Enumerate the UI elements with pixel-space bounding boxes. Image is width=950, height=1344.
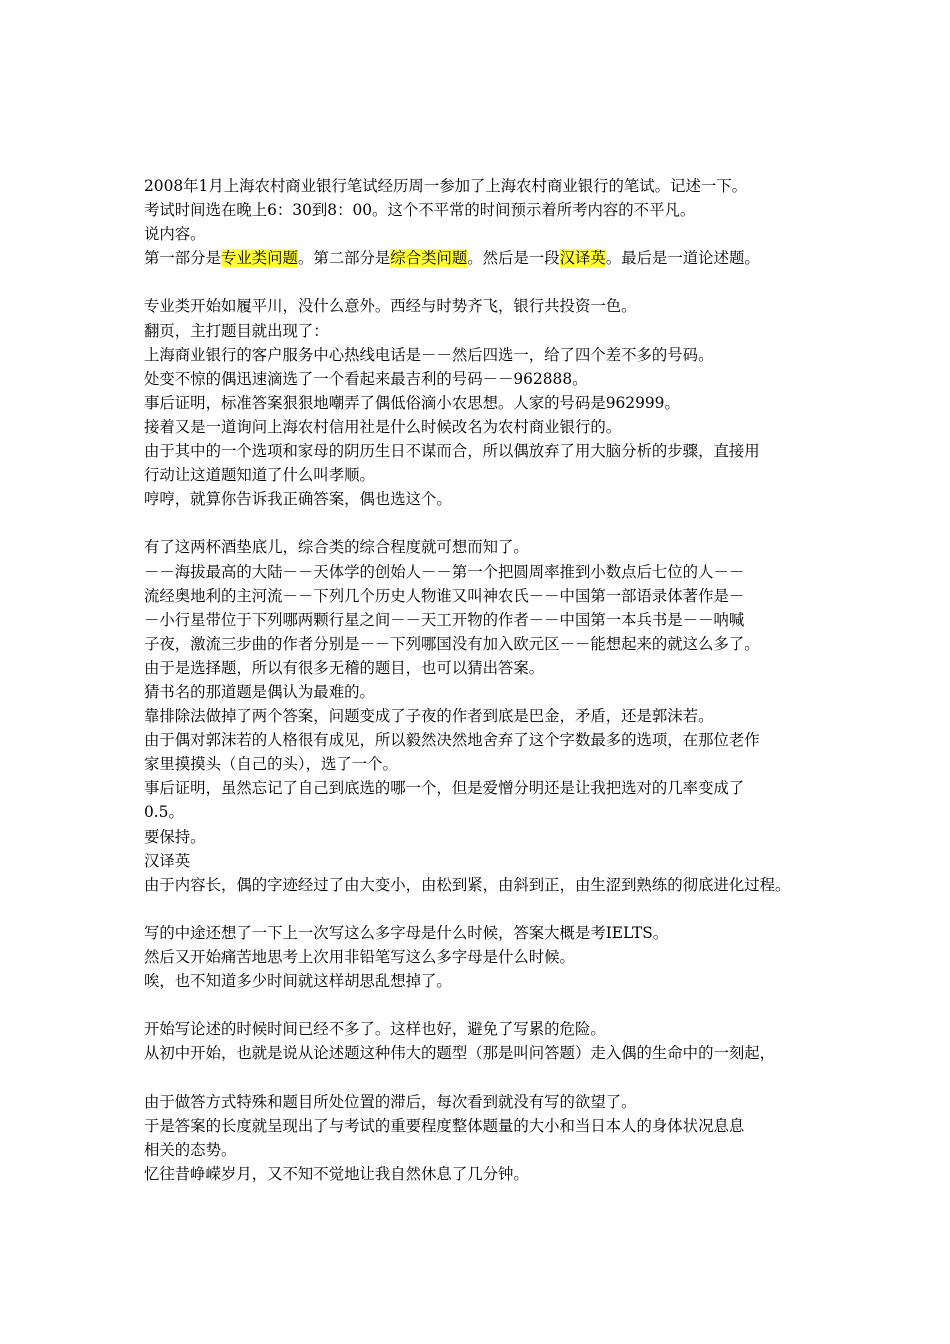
text-line: 子夜，激流三步曲的作者分别是－－下列哪国没有加入欧元区－－能想起来的就这么多了。 xyxy=(144,634,760,653)
text-line: 说内容。 xyxy=(144,225,206,244)
highlighted-term: 汉译英 xyxy=(559,249,606,268)
text-line: 事后证明，虽然忘记了自己到底选的哪一个，但是爱憎分明还是让我把选对的几率变成了 xyxy=(144,779,745,798)
text-line: 相关的态势。 xyxy=(144,1140,237,1159)
text-segment: 。第二部分是 xyxy=(297,249,391,268)
text-line: 写的中途还想了一下上一次写这么多字母是什么时候，答案大概是考IELTS。 xyxy=(144,923,669,942)
blank-line xyxy=(144,1065,824,1089)
text-line: 接着又是一道询问上海农村信用社是什么时候改名为农村商业银行的。 xyxy=(144,417,622,436)
text-line: 由于其中的一个选项和家母的阴历生日不谋而合，所以偶放弃了用大脑分析的步骤，直接用 xyxy=(144,442,760,461)
text-line: 由于偶对郭沫若的人格很有成见，所以毅然决然地舍弃了这个字数最多的选项，在那位老作 xyxy=(144,731,760,750)
text-line: 考试时间选在晚上6：30到8：00。这个不平常的时间预示着所考内容的不平凡。 xyxy=(144,201,696,220)
text-line: 然后又开始痛苦地思考上次用非铅笔写这么多字母是什么时候。 xyxy=(144,948,575,966)
text-segment: 第一部分是 xyxy=(144,249,221,268)
text-line: 汉译英 xyxy=(144,851,191,870)
text-line: －－海拔最高的大陆－－天体学的创始人－－第一个把圆周率推到小数点后七位的人－－ xyxy=(144,562,745,581)
document-body xyxy=(144,174,824,1186)
highlighted-term: 专业类问题 xyxy=(220,249,298,268)
text-line: 从初中开始，也就是说从论述题这种伟大的题型（那是叫问答题）走入偶的生命中的一刻起， xyxy=(144,1044,776,1063)
text-line: 由于内容长，偶的字迹经过了由大变小，由松到紧，由斜到正，由生涩到熟练的彻底进化过程。 xyxy=(144,875,791,894)
text-line: 翻页，主打题目就出现了： xyxy=(144,321,329,340)
blank-line xyxy=(144,270,824,294)
text-line: 哼哼，就算你告诉我正确答案，偶也选这个。 xyxy=(144,490,452,509)
text-line: 猜书名的那道题是偶认为最难的。 xyxy=(144,682,375,701)
text-segment: 。然后是一段 xyxy=(467,249,560,268)
text-line: 专业类开始如履平川，没什么意外。西经与时势齐飞，银行共投资一色。 xyxy=(144,297,637,316)
text-line: 事后证明，标准答案狠狠地嘲弄了偶低俗滴小农思想。人家的号码是962999。 xyxy=(144,393,680,412)
text-line: －小行星带位于下列哪两颗行星之间－－天工开物的作者－－中国第一本兵书是－－呐喊 xyxy=(144,610,745,629)
text-line: 2008年1月上海农村商业银行笔试经历周一参加了上海农村商业银行的笔试。记述一下。 xyxy=(144,177,748,195)
text-line: 有了这两杯酒垫底儿，综合类的综合程度就可想而知了。 xyxy=(144,538,529,557)
text-line: 要保持。 xyxy=(144,827,206,846)
blank-line xyxy=(144,897,824,921)
text-line: 行动让这道题知道了什么叫孝顺。 xyxy=(144,466,375,485)
text-line: 于是答案的长度就呈现出了与考试的重要程度整体题量的大小和当日本人的身体状况息息 xyxy=(144,1116,745,1135)
text-line: 流经奥地利的主河流－－下列几个历史人物谁又叫神农氏－－中国第一部语录体著作是－ xyxy=(144,586,745,605)
text-line: 唉，也不知道多少时间就这样胡思乱想掉了。 xyxy=(144,972,452,991)
text-line: 由于是选择题，所以有很多无稽的题目，也可以猜出答案。 xyxy=(144,658,545,677)
text-line: 家里摸摸头（自己的头），选了一个。 xyxy=(144,755,398,774)
text-segment: 。最后是一道论述题。 xyxy=(605,249,760,268)
blank-line xyxy=(144,993,824,1017)
text-line: 忆往昔峥嵘岁月，又不知不觉地让我自然休息了几分钟。 xyxy=(144,1164,529,1183)
text-line: 由于做答方式特殊和题目所处位置的滞后，每次看到就没有写的欲望了。 xyxy=(144,1092,637,1111)
text-line-with-highlights xyxy=(144,246,824,270)
text-line: 开始写论述的时候时间已经不多了。这样也好，避免了写累的危险。 xyxy=(144,1020,606,1039)
text-line: 处变不惊的偶迅速滴选了一个看起来最吉利的号码－－962888。 xyxy=(144,369,588,388)
highlighted-term: 综合类问题 xyxy=(390,249,468,268)
text-line: 靠排除法做掉了两个答案，问题变成了子夜的作者到底是巴金，矛盾，还是郭沫若。 xyxy=(144,707,714,726)
blank-line xyxy=(144,511,824,535)
text-line: 上海商业银行的客户服务中心热线电话是－－然后四选一，给了四个差不多的号码。 xyxy=(144,345,714,364)
text-line: 0.5。 xyxy=(144,803,184,822)
